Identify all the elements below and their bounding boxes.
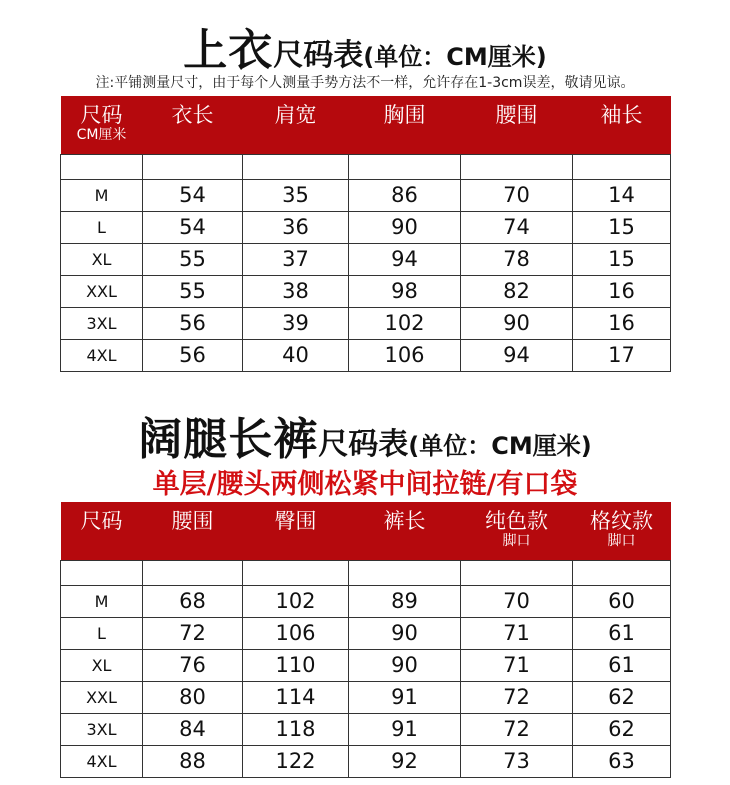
pants-table-row — [61, 585, 671, 617]
pants-header-plaid-hem: 格纹款 脚口 — [573, 502, 671, 560]
blank-cell — [61, 154, 143, 179]
measurement-cell: 17 — [573, 339, 671, 371]
pants-table-row — [61, 649, 671, 681]
measurement-cell: 114 — [243, 681, 349, 713]
size-cell: L — [61, 211, 143, 243]
measurement-cell: 82 — [461, 275, 573, 307]
pants-header-size: 尺码 — [61, 502, 143, 560]
pants-blank-row — [61, 560, 671, 585]
size-cell: M — [61, 179, 143, 211]
measurement-cell: 61 — [573, 617, 671, 649]
measurement-cell: 88 — [143, 745, 243, 777]
measurement-cell: 90 — [349, 211, 461, 243]
measurement-cell: 86 — [349, 179, 461, 211]
bottom-chart-title-rest: 尺码表 — [318, 427, 409, 462]
top-chart-title-rest: 尺码表 — [273, 38, 364, 73]
pants-header-solid-hem: 纯色款 脚口 — [461, 502, 573, 560]
measurement-cell: 118 — [243, 713, 349, 745]
top-table-header-row — [61, 96, 671, 154]
measurement-cell: 91 — [349, 681, 461, 713]
measurement-cell: 106 — [243, 617, 349, 649]
bottom-chart-title — [0, 403, 730, 467]
measurement-cell: 92 — [349, 745, 461, 777]
blank-cell — [143, 560, 243, 585]
measurement-cell: 122 — [243, 745, 349, 777]
pants-table-row — [61, 713, 671, 745]
pants-size-table — [60, 502, 671, 778]
top-size-table — [60, 96, 671, 372]
measurement-cell: 56 — [143, 339, 243, 371]
top-header-chest: 胸围 — [349, 96, 461, 154]
size-cell: XXL — [61, 275, 143, 307]
size-cell: M — [61, 585, 143, 617]
top-table-row — [61, 339, 671, 371]
measurement-note: 注:平铺测量尺寸，由于每个人测量手势方法不一样，允许存在1-3cm误差，敬请见谅。 — [95, 75, 635, 91]
pants-description: 单层/腰头两侧松紧中间拉链/有口袋 — [152, 469, 578, 500]
measurement-cell: 16 — [573, 307, 671, 339]
measurement-cell: 15 — [573, 243, 671, 275]
top-chart-title-main: 上衣 — [183, 25, 274, 76]
blank-cell — [461, 560, 573, 585]
measurement-cell: 39 — [243, 307, 349, 339]
size-cell: XXL — [61, 681, 143, 713]
measurement-cell: 16 — [573, 275, 671, 307]
top-table-row — [61, 211, 671, 243]
measurement-cell: 70 — [461, 585, 573, 617]
top-header-sleeve: 袖长 — [573, 96, 671, 154]
measurement-cell: 89 — [349, 585, 461, 617]
measurement-cell: 61 — [573, 649, 671, 681]
measurement-cell: 68 — [143, 585, 243, 617]
measurement-cell: 110 — [243, 649, 349, 681]
measurement-cell: 76 — [143, 649, 243, 681]
blank-cell — [61, 560, 143, 585]
size-cell: 4XL — [61, 745, 143, 777]
measurement-cell: 91 — [349, 713, 461, 745]
measurement-cell: 90 — [349, 649, 461, 681]
measurement-cell: 56 — [143, 307, 243, 339]
pants-table-row — [61, 681, 671, 713]
measurement-cell: 72 — [461, 681, 573, 713]
measurement-cell: 70 — [461, 179, 573, 211]
top-header-shoulder: 肩宽 — [243, 96, 349, 154]
measurement-cell: 90 — [349, 617, 461, 649]
blank-cell — [461, 154, 573, 179]
measurement-cell: 40 — [243, 339, 349, 371]
measurement-cell: 72 — [143, 617, 243, 649]
blank-cell — [573, 560, 671, 585]
measurement-cell: 63 — [573, 745, 671, 777]
bottom-chart-title-main: 阔腿长裤 — [138, 414, 319, 465]
size-cell: XL — [61, 649, 143, 681]
measurement-cell: 73 — [461, 745, 573, 777]
top-blank-row — [61, 154, 671, 179]
top-table-row — [61, 307, 671, 339]
bottom-chart-title-unit: (单位：CM厘米) — [408, 432, 592, 460]
top-chart-title — [0, 14, 730, 78]
measurement-cell: 62 — [573, 713, 671, 745]
measurement-cell: 35 — [243, 179, 349, 211]
size-cell: L — [61, 617, 143, 649]
measurement-cell: 55 — [143, 275, 243, 307]
measurement-cell: 72 — [461, 713, 573, 745]
measurement-cell: 98 — [349, 275, 461, 307]
pants-header-length: 裤长 — [349, 502, 461, 560]
measurement-cell: 55 — [143, 243, 243, 275]
measurement-cell: 36 — [243, 211, 349, 243]
measurement-cell: 71 — [461, 649, 573, 681]
top-table-row — [61, 243, 671, 275]
size-cell: 4XL — [61, 339, 143, 371]
size-cell: 3XL — [61, 307, 143, 339]
measurement-cell: 94 — [349, 243, 461, 275]
measurement-cell: 54 — [143, 179, 243, 211]
measurement-cell: 74 — [461, 211, 573, 243]
measurement-cell: 37 — [243, 243, 349, 275]
size-cell: 3XL — [61, 713, 143, 745]
measurement-cell: 102 — [243, 585, 349, 617]
top-table-row — [61, 275, 671, 307]
pants-table-header-row — [61, 502, 671, 560]
measurement-cell: 54 — [143, 211, 243, 243]
measurement-cell: 94 — [461, 339, 573, 371]
blank-cell — [573, 154, 671, 179]
blank-cell — [349, 560, 461, 585]
measurement-cell: 90 — [461, 307, 573, 339]
top-header-size: 尺码 CM厘米 — [61, 96, 143, 154]
measurement-cell: 106 — [349, 339, 461, 371]
measurement-cell: 14 — [573, 179, 671, 211]
size-cell: XL — [61, 243, 143, 275]
pants-table-row — [61, 617, 671, 649]
measurement-cell: 80 — [143, 681, 243, 713]
pants-header-waist: 腰围 — [143, 502, 243, 560]
blank-cell — [143, 154, 243, 179]
pants-header-hip: 臀围 — [243, 502, 349, 560]
blank-cell — [243, 154, 349, 179]
top-header-length: 衣长 — [143, 96, 243, 154]
measurement-cell: 62 — [573, 681, 671, 713]
measurement-cell: 102 — [349, 307, 461, 339]
measurement-cell: 78 — [461, 243, 573, 275]
blank-cell — [349, 154, 461, 179]
measurement-cell: 15 — [573, 211, 671, 243]
top-header-waist: 腰围 — [461, 96, 573, 154]
blank-cell — [243, 560, 349, 585]
measurement-cell: 71 — [461, 617, 573, 649]
top-chart-title-unit: (单位：CM厘米) — [363, 43, 547, 71]
measurement-cell: 84 — [143, 713, 243, 745]
measurement-cell: 38 — [243, 275, 349, 307]
measurement-cell: 60 — [573, 585, 671, 617]
top-table-row — [61, 179, 671, 211]
pants-table-row — [61, 745, 671, 777]
